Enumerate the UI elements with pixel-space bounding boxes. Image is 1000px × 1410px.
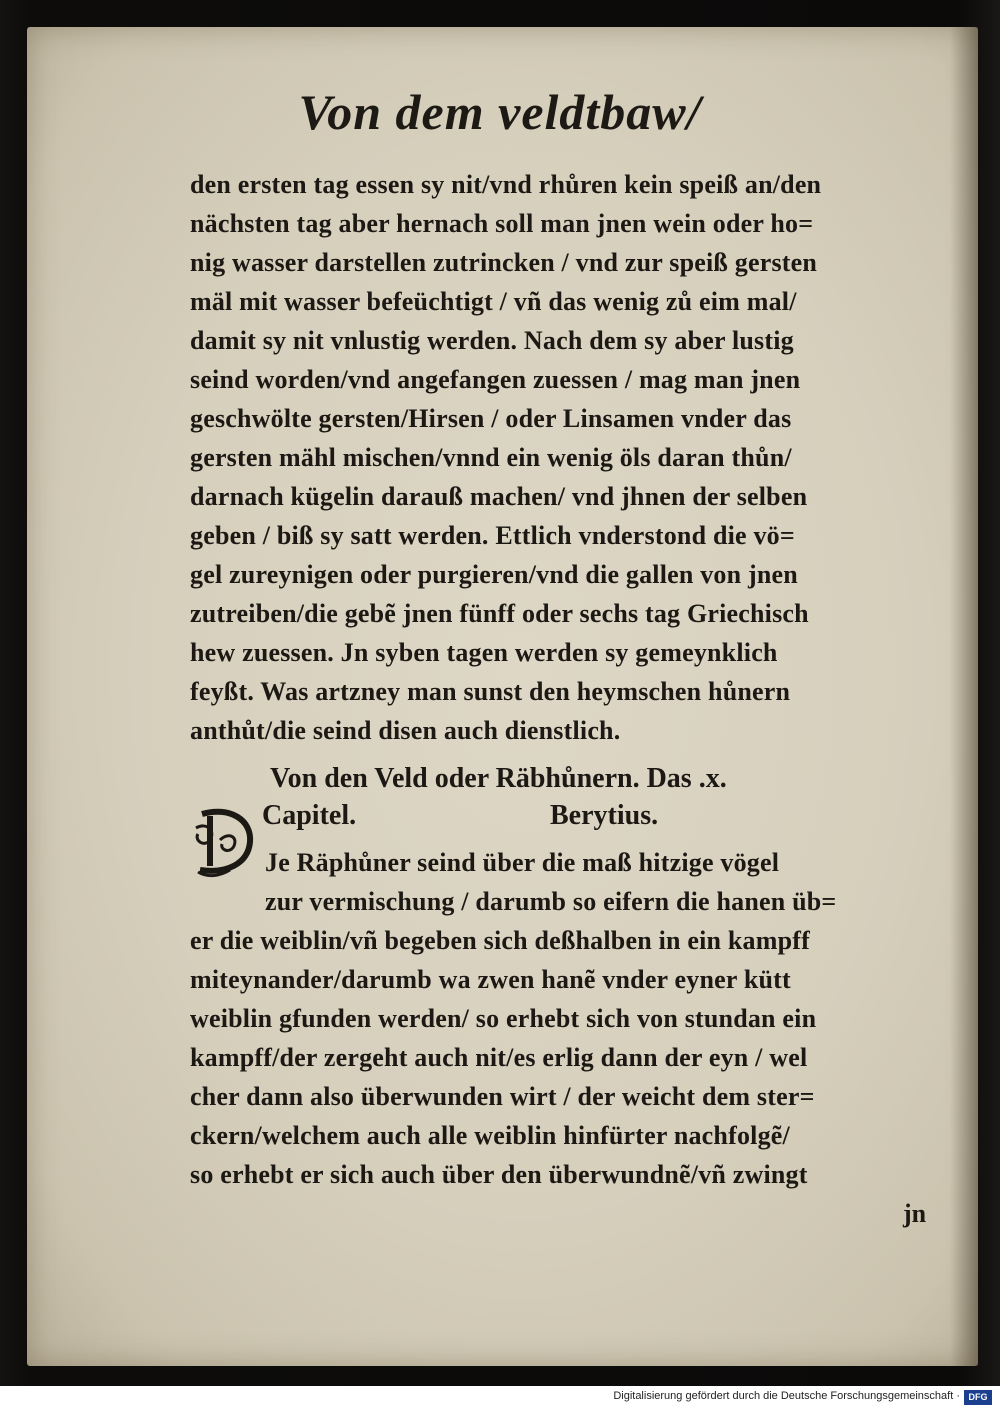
text-line: so erhebt er sich auch über den überwundnẽ/vñ zwingt xyxy=(190,1160,808,1189)
text-line: anthůt/die seind disen auch dienstlich. xyxy=(190,716,621,745)
text-line: feyßt. Was artzney man sunst den heymschen hůnern xyxy=(190,677,791,706)
text-line: kampff/der zergeht auch nit/es erlig dann der eyn / wel xyxy=(190,1043,808,1072)
text-line: nächsten tag aber hernach soll man jnen wein oder ho= xyxy=(190,209,814,238)
chapter-author: Berytius. xyxy=(550,800,659,831)
text-line: damit sy nit vnlustig werden. Nach dem sy aber lustig xyxy=(190,326,794,355)
text-line: darnach kügelin darauß machen/ vnd jhnen der selben xyxy=(190,482,808,511)
footer-bar xyxy=(0,1386,1000,1410)
running-header: Von dem veldtbaw/ xyxy=(298,84,702,140)
catchword: jn xyxy=(903,1199,927,1228)
text-line: hew zuessen. Jn syben tagen werden sy gemeynklich xyxy=(190,638,778,667)
text-line: mäl mit wasser befeüchtigt / vñ das wenig zů eim mal/ xyxy=(190,287,797,316)
text-line: geschwölte gersten/Hirsen / oder Linsamen vnder das xyxy=(190,404,792,433)
text-line: miteynander/darumb wa zwen hanẽ vnder eyner kütt xyxy=(190,965,791,994)
decorated-initial xyxy=(190,800,260,880)
text-line: ckern/welchem auch alle weiblin hinfürter nachfolgẽ/ xyxy=(190,1121,790,1150)
text-line: weiblin gfunden werden/ so erhebt sich von stundan ein xyxy=(190,1004,817,1033)
text-line: Je Räphůner seind über die maß hitzige vögel xyxy=(265,848,780,877)
text-line: seind worden/vnd angefangen zuessen / mag man jnen xyxy=(190,365,801,394)
footer-credit: Digitalisierung gefördert durch die Deutsche Forschungsgemeinschaft · xyxy=(613,1390,960,1402)
text-line: er die weiblin/vñ begeben sich deßhalben in ein kampff xyxy=(190,926,810,955)
chapter-heading: Von den Veld oder Räbhůnern. Das .x. xyxy=(270,763,727,794)
chapter-label: Capitel. xyxy=(262,800,357,831)
text-line: gersten mähl mischen/vnnd ein wenig öls daran thůn/ xyxy=(190,443,792,472)
text-line: zur vermischung / darumb so eifern die hanen üb= xyxy=(265,887,837,916)
text-line: cher dann also überwunden wirt / der weicht dem ster= xyxy=(190,1082,815,1111)
text-line: zutreiben/die gebẽ jnen fünff oder sechs tag Griechisch xyxy=(190,599,809,628)
text-line: nig wasser darstellen zutrincken / vnd zur speiß gersten xyxy=(190,248,818,277)
text-line: geben / biß sy satt werden. Ettlich vnderstond die vö= xyxy=(190,521,795,550)
dfg-logo-icon[interactable]: DFG xyxy=(964,1390,992,1405)
text-line: den ersten tag essen sy nit/vnd rhůren kein speiß an/den xyxy=(190,170,822,199)
text-line: gel zureynigen oder purgieren/vnd die gallen von jnen xyxy=(190,560,798,589)
